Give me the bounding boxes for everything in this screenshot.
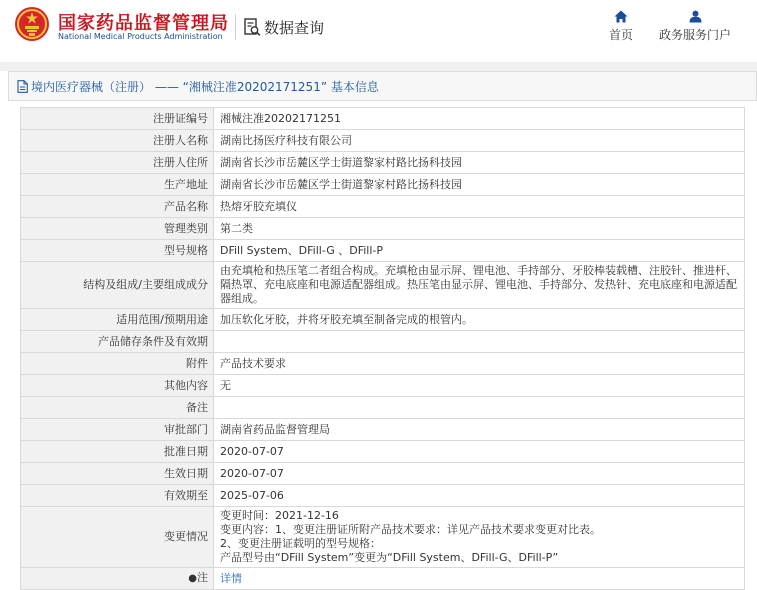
field-value [214,331,745,353]
nav-portal-label: 政务服务门户 [658,28,731,42]
field-value: 湘械注准20202171251 [214,108,745,130]
detail-row [21,485,745,507]
field-label: 生产地址 [21,174,214,196]
field-label: 有效期至 [21,485,214,507]
detail-row [21,463,745,485]
lightbulb-icon: ● [188,573,197,584]
field-label: 批准日期 [21,441,214,463]
document-icon [17,80,28,93]
detail-title: 境内医疗器械（注册） —— “湘械注准20202171251” 基本信息 [31,79,379,94]
field-label: 结构及组成/主要组成成分 [21,262,214,309]
field-label: 备注 [21,397,214,419]
field-label: 注册人住所 [21,152,214,174]
detail-row [21,353,745,375]
detail-row [21,309,745,331]
field-value: 湖南省药品监督管理局 [214,419,745,441]
field-value: 2020-07-07 [214,441,745,463]
field-value [214,397,745,419]
detail-row [21,331,745,353]
change-history-row [21,507,745,568]
field-label: 产品储存条件及有效期 [21,331,214,353]
national-emblem-icon [14,6,50,42]
site-header [0,0,757,62]
note-row [21,568,745,590]
nav-home[interactable] [606,10,636,43]
registration-detail-table [20,107,745,590]
change-history-value [214,507,745,568]
nav-home-label: 首页 [608,28,633,42]
data-query-title [244,16,324,38]
detail-row [21,397,745,419]
field-label: 注册证编号 [21,108,214,130]
field-value: 湖南省长沙市岳麓区学士街道黎家村路比扬科技园 [214,152,745,174]
field-value: 湖南比扬医疗科技有限公司 [214,130,745,152]
field-value: 产品技术要求 [214,353,745,375]
field-value: 2020-07-07 [214,463,745,485]
brand-name-cn[interactable]: 国家药品监督管理局 [58,13,229,34]
field-label: 管理类别 [21,218,214,240]
field-value: 由充填枪和热压笔二者组合构成。充填枪由显示屏、锂电池、手持部分、牙胶棒装载槽、注胶针、推进杆、隔热罩、充电底座和电源适配器组成。热压笔由显示屏、锂电池、手持部分、发热针、充电底座和电源适配器组成。 [214,262,745,309]
change-content: 变更内容：1、变更注册证所附产品技术要求：详见产品技术要求变更对比表。 [220,523,601,536]
detail-row [21,196,745,218]
detail-row [21,262,745,309]
note-label: 注 [197,571,208,584]
detail-title-bar [8,71,757,101]
field-label: 型号规格 [21,240,214,262]
note-value [214,568,745,590]
document-search-icon [244,18,261,37]
field-label: 生效日期 [21,463,214,485]
field-label: 产品名称 [21,196,214,218]
details-link[interactable]: 详情 [220,571,242,585]
detail-row [21,108,745,130]
brand-name-en[interactable]: National Medical Products Administration [58,32,223,41]
detail-row [21,240,745,262]
field-value: DFill System、DFill-G 、DFill-P [214,240,745,262]
change-content-item: 2、变更注册证载明的型号规格： [220,537,381,550]
detail-row [21,441,745,463]
field-value: 无 [214,375,745,397]
field-value: 2025-07-06 [214,485,745,507]
data-query-label: 数据查询 [264,18,325,37]
detail-row [21,174,745,196]
header-separator-band [0,62,757,71]
field-label: 附件 [21,353,214,375]
note-label-cell [21,568,214,590]
detail-row [21,375,745,397]
field-value: 第二类 [214,218,745,240]
change-time: 变更时间：2021-12-16 [220,509,339,522]
field-value: 加压软化牙胶，并将牙胶充填至制备完成的根管内。 [214,309,745,331]
home-icon [614,10,628,23]
field-value: 热熔牙胶充填仪 [214,196,745,218]
user-icon [689,10,702,23]
field-label: 审批部门 [21,419,214,441]
detail-row [21,218,745,240]
header-divider [235,14,236,40]
field-label: 适用范围/预期用途 [21,309,214,331]
detail-row [21,152,745,174]
detail-row [21,130,745,152]
field-value: 湖南省长沙市岳麓区学士街道黎家村路比扬科技园 [214,174,745,196]
nav-gov-service-portal[interactable] [656,10,734,43]
change-content-detail: 产品型号由“DFill System”变更为“DFill System、DFill-G、DFill-P” [220,551,559,564]
detail-row [21,419,745,441]
field-label: 注册人名称 [21,130,214,152]
field-label: 变更情况 [21,507,214,568]
field-label: 其他内容 [21,375,214,397]
